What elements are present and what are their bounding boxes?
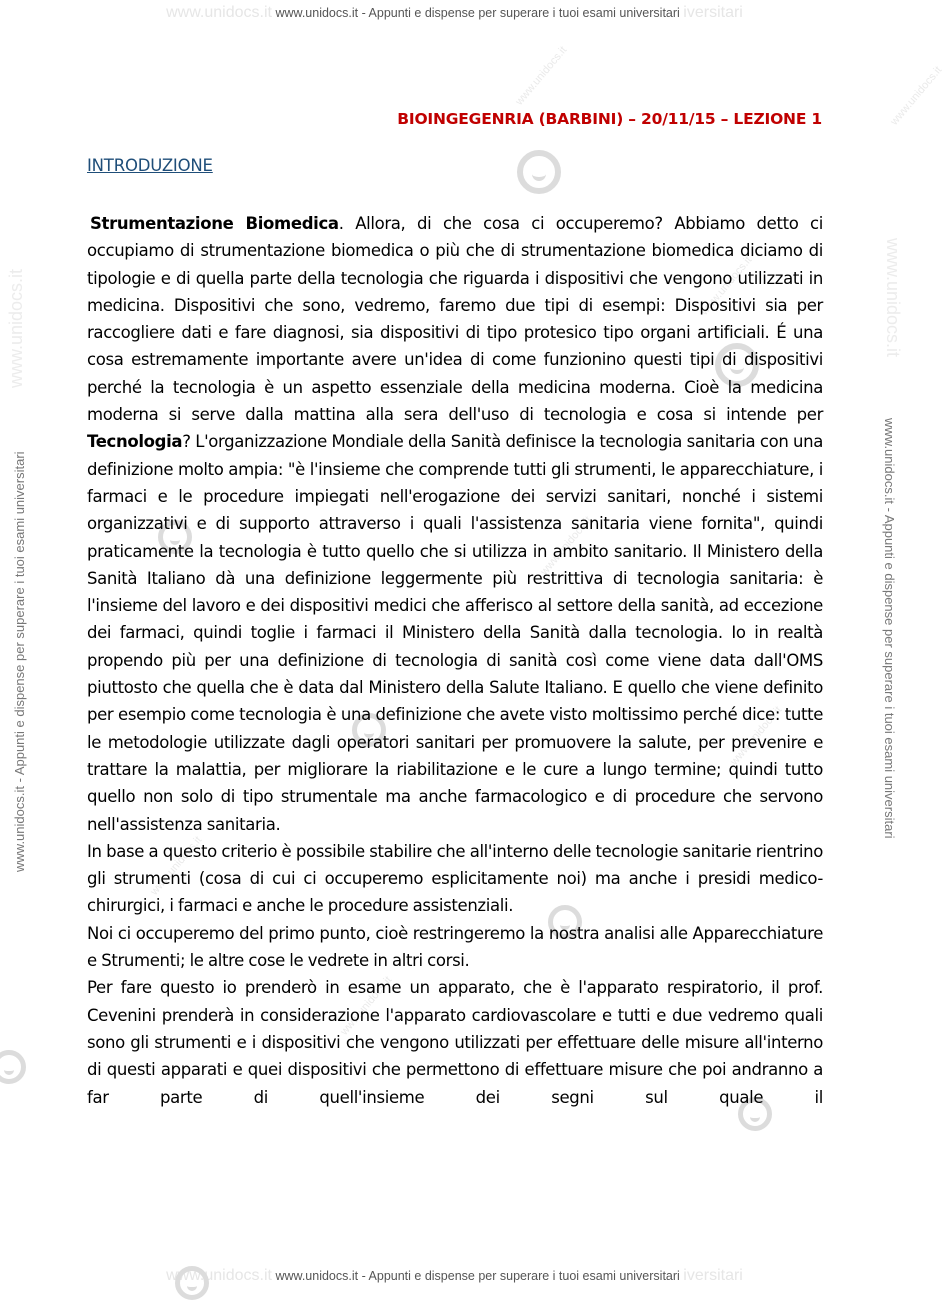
watermark-diagonal: www.unidocs.it [148,834,205,898]
watermark-bottom-banner [0,1267,909,1285]
watermark-side-left: www.unidocs.it - Appunti e dispense per superare i tuoi esami universitari [12,451,27,872]
bold-term: Tecnologia [87,432,183,452]
watermark-diagonal: www.unidocs.it [538,514,595,578]
section-title: INTRODUZIONE [87,156,213,175]
watermark-diagonal: www.unidocs.it [698,254,755,318]
unidocs-logo-icon [0,1050,26,1084]
watermark-side-right: www.unidocs.it - Appunti e dispense per superare i tuoi esami universitari [882,418,897,839]
watermark-banner-text: www.unidocs.it - Appunti e dispense per superare i tuoi esami universitari [275,6,680,20]
watermark-ghost-right: iversitari [683,4,743,21]
watermark-diagonal: www.unidocs.it [888,64,944,128]
watermark-banner-text: www.unidocs.it - Appunti e dispense per superare i tuoi esami universitari [275,1269,680,1283]
lecture-header: BIOINGEGENRIA (BARBINI) – 20/11/15 – LEZIONE 1 [397,110,822,128]
watermark-ghost-left: www.unidocs.it [166,1267,272,1284]
paragraph-text: ? L'organizzazione Mondiale della Sanità definisce la tecnologia sanitaria con una definizione molto ampia: "è l'insieme che comprende tutti gli strumenti, le apparecchiature, i farmaci e le procedure impiegati nell'erogazione dei servizi sanitari, nonché i sistemi organizzativi e di supporto attraverso i quali l'assistenza sanitaria viene fornita", quindi praticamente la tecnologia è tutto quello che si utilizza in ambito sanitario. Il Ministero della Sanità Italiano dà una definizione leggermente più restrittiva di tecnologia sanitaria: è l'insieme del lavoro e dei dispositivi medici che afferisco al settore della sanità, ad eccezione dei farmaci, quindi toglie i farmaci il Ministero della Sanità dalla tecnologia. Io in realtà propendo più per una definizione di tecnologia di sanità così come viene data dall'OMS piuttosto che quella che è data dal Ministero della Salute Italiano. E quello che viene definito per esempio come tecnologia è una definizione che avete visto moltissimo perché dice: tutte le metodologie utilizzate dagli operatori sanitari per promuovere la salute, per prevenire e trattare la malattia, per migliorare la riabilitazione e le cure a lungo termine; quindi tutto quello non solo di tipo strumentale ma anche farmacologico e di procedure che servono nell'assistenza sanitaria. [87,432,823,834]
paragraph: In base a questo criterio è possibile stabilire che all'interno delle tecnologie sanitarie rientrino gli strumenti (cosa di cui ci occuperemo esplicitamente noi) ma anche i presidi medico-chirurgici, i farmaci e anche le procedure assistenziali. [87,841,823,916]
watermark-diagonal: www.unidocs.it [728,704,785,768]
unidocs-logo-icon [517,150,561,194]
bold-term: Strumentazione Biomedica [90,214,339,233]
watermark-ghost-right: iversitari [683,1267,743,1284]
watermark-ghost-left: www.unidocs.it [166,4,272,21]
watermark-diagonal: www.unidocs.it [338,974,395,1038]
paragraph: Noi ci occuperemo del primo punto, cioè restringeremo la nostra analisi alle Apparecchiature e Strumenti; le altre cose le vedrete in altri corsi. [87,923,823,971]
watermark-top-banner [0,4,909,22]
unidocs-logo-icon [175,1266,209,1300]
paragraph: Per fare questo io prenderò in esame un apparato, che è l'apparato respiratorio, il prof. Cevenini prenderà in considerazione l'apparato cardiovascolare e tutti e due vedremo quali sono gli strumenti e i dispositivi che vengono utilizzati per effettuare delle misure all'interno di questi apparati e quei dispositivi che permettono di effettuare misure che poi andranno a far parte di quell'insieme dei segni sul quale il [87,978,823,1107]
paragraph-text: . Allora, di che cosa ci occuperemo? Abbiamo detto ci occupiamo di strumentazione biomedica o più che di strumentazione biomedica diciamo di tipologie e di quella parte della tecnologia che riguarda i dispositivi che vengono utilizzati in medicina. Dispositivi che sono, vedremo, faremo due tipi di esempi: Dispositivi sia per raccogliere dati e fare diagnosi, sia dispositivi di tipo protesico tipo organi artificiali. É una cosa estremamente importante avere un'idea di come funzionino questi tipi di dispositivi perché la tecnologia è un aspetto essenziale della medicina moderna. Cioè la medicina moderna si serve dalla mattina alla sera dell'uso di tecnologia e cosa si intende per [87,214,823,425]
watermark-side-right-ghost: www.unidocs.it [883,238,903,358]
watermark-side-left-ghost: www.unidocs.it [6,268,26,388]
lecture-body [87,210,823,1111]
watermark-diagonal: www.unidocs.it [513,44,570,108]
paragraph [87,210,823,838]
